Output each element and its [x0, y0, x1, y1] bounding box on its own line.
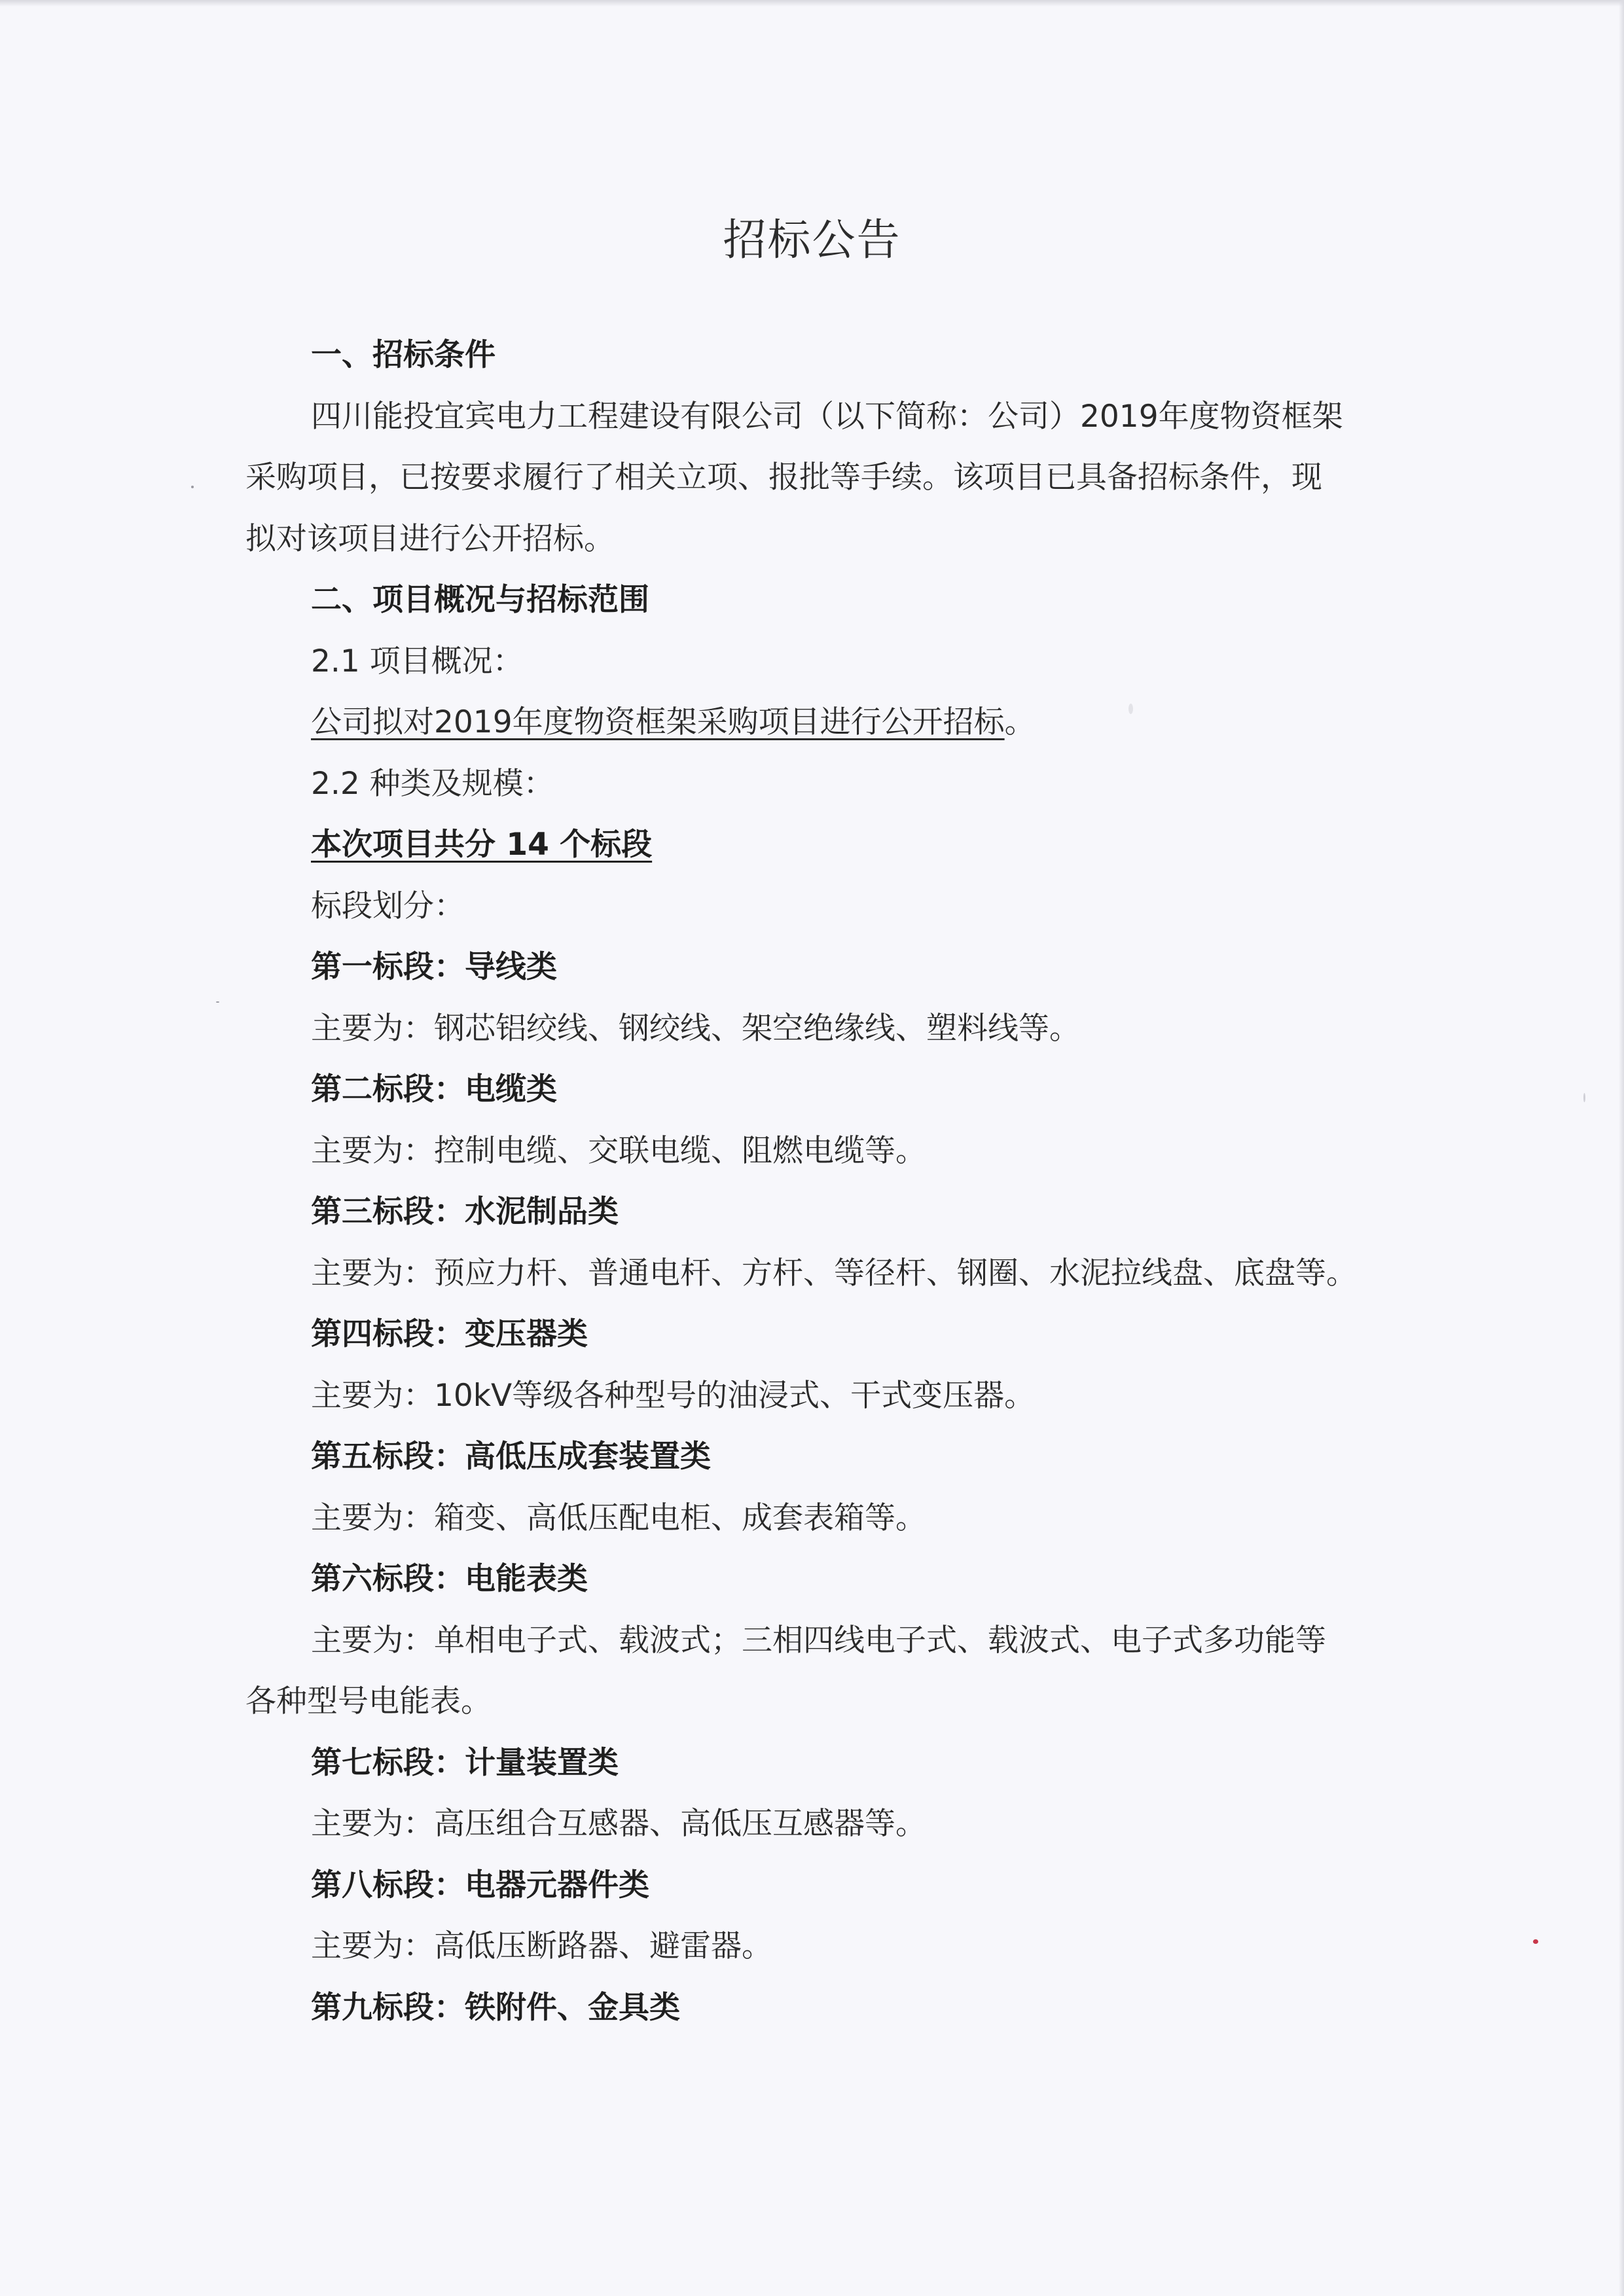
- document-body: [245, 325, 1371, 2038]
- scan-speck: [1128, 704, 1133, 714]
- lot-heading: 第七标段：计量装置类: [311, 1744, 619, 1781]
- lot-description: 主要为：10kV等级各种型号的油浸式、干式变压器。: [311, 1377, 1036, 1414]
- document-title: 招标公告: [723, 215, 901, 265]
- section-heading-bidding-conditions: 一、招标条件: [311, 337, 496, 373]
- paragraph-line: 四川能投宜宾电力工程建设有限公司（以下简称：公司）2019年度物资框架: [311, 398, 1343, 435]
- lot-description: 主要为：控制电缆、交联电缆、阻燃电缆等。: [311, 1132, 926, 1169]
- scan-speck: [191, 486, 194, 488]
- project-overview-line: [245, 692, 1371, 753]
- paragraph-line: 采购项目，已按要求履行了相关立项、报批等手续。该项目已具备招标条件，现: [245, 459, 1322, 495]
- lot-heading: 第四标段：变压器类: [311, 1316, 588, 1352]
- subsection-label-2-1: 2.1 项目概况：: [311, 643, 524, 679]
- subsection-label-2-2: 2.2 种类及规模：: [311, 765, 554, 802]
- lot-division-label: 标段划分：: [311, 888, 465, 924]
- lot-heading: 第八标段：电器元器件类: [311, 1867, 649, 1903]
- lot-heading: 第九标段：铁附件、金具类: [311, 1989, 680, 2026]
- lot-heading: 第一标段：导线类: [311, 949, 557, 985]
- lot-description: 主要为：单相电子式、载波式；三相四线电子式、载波式、电子式多功能等: [311, 1622, 1326, 1659]
- lot-heading: 第三标段：水泥制品类: [311, 1194, 619, 1230]
- lot-description: 主要为：高压组合互感器、高低压互感器等。: [311, 1806, 926, 1842]
- lot-description: 主要为：箱变、高低压配电柜、成套表箱等。: [311, 1499, 926, 1536]
- scan-speck: [1583, 1093, 1585, 1102]
- lot-description: 主要为：高低压断路器、避雷器。: [311, 1928, 772, 1964]
- lot-description: 主要为：预应力杆、普通电杆、方杆、等径杆、钢圈、水泥拉线盘、底盘等。: [311, 1255, 1357, 1291]
- lot-description: 主要为：钢芯铝绞线、钢绞线、架空绝缘线、塑料线等。: [311, 1010, 1080, 1047]
- lot-count-line: [245, 814, 1371, 876]
- paragraph-line: 拟对该项目进行公开招标。: [245, 520, 615, 557]
- project-overview-text: 公司拟对2019年度物资框架采购项目进行公开招标: [311, 704, 1005, 740]
- scan-speck: [1533, 1939, 1538, 1944]
- scan-edge-right: [1619, 0, 1624, 2296]
- period: 。: [1004, 704, 1036, 740]
- scan-edge-top: [0, 0, 1624, 7]
- lot-count-text: 本次项目共分 14 个标段: [311, 827, 653, 863]
- lot-heading: 第二标段：电缆类: [311, 1071, 557, 1107]
- lot-heading: 第六标段：电能表类: [311, 1561, 588, 1597]
- scan-speck: [216, 1001, 219, 1003]
- section-heading-project-overview: 二、项目概况与招标范围: [311, 582, 649, 618]
- lot-heading: 第五标段：高低压成套装置类: [311, 1439, 711, 1475]
- lot-description-continued: 各种型号电能表。: [245, 1683, 492, 1719]
